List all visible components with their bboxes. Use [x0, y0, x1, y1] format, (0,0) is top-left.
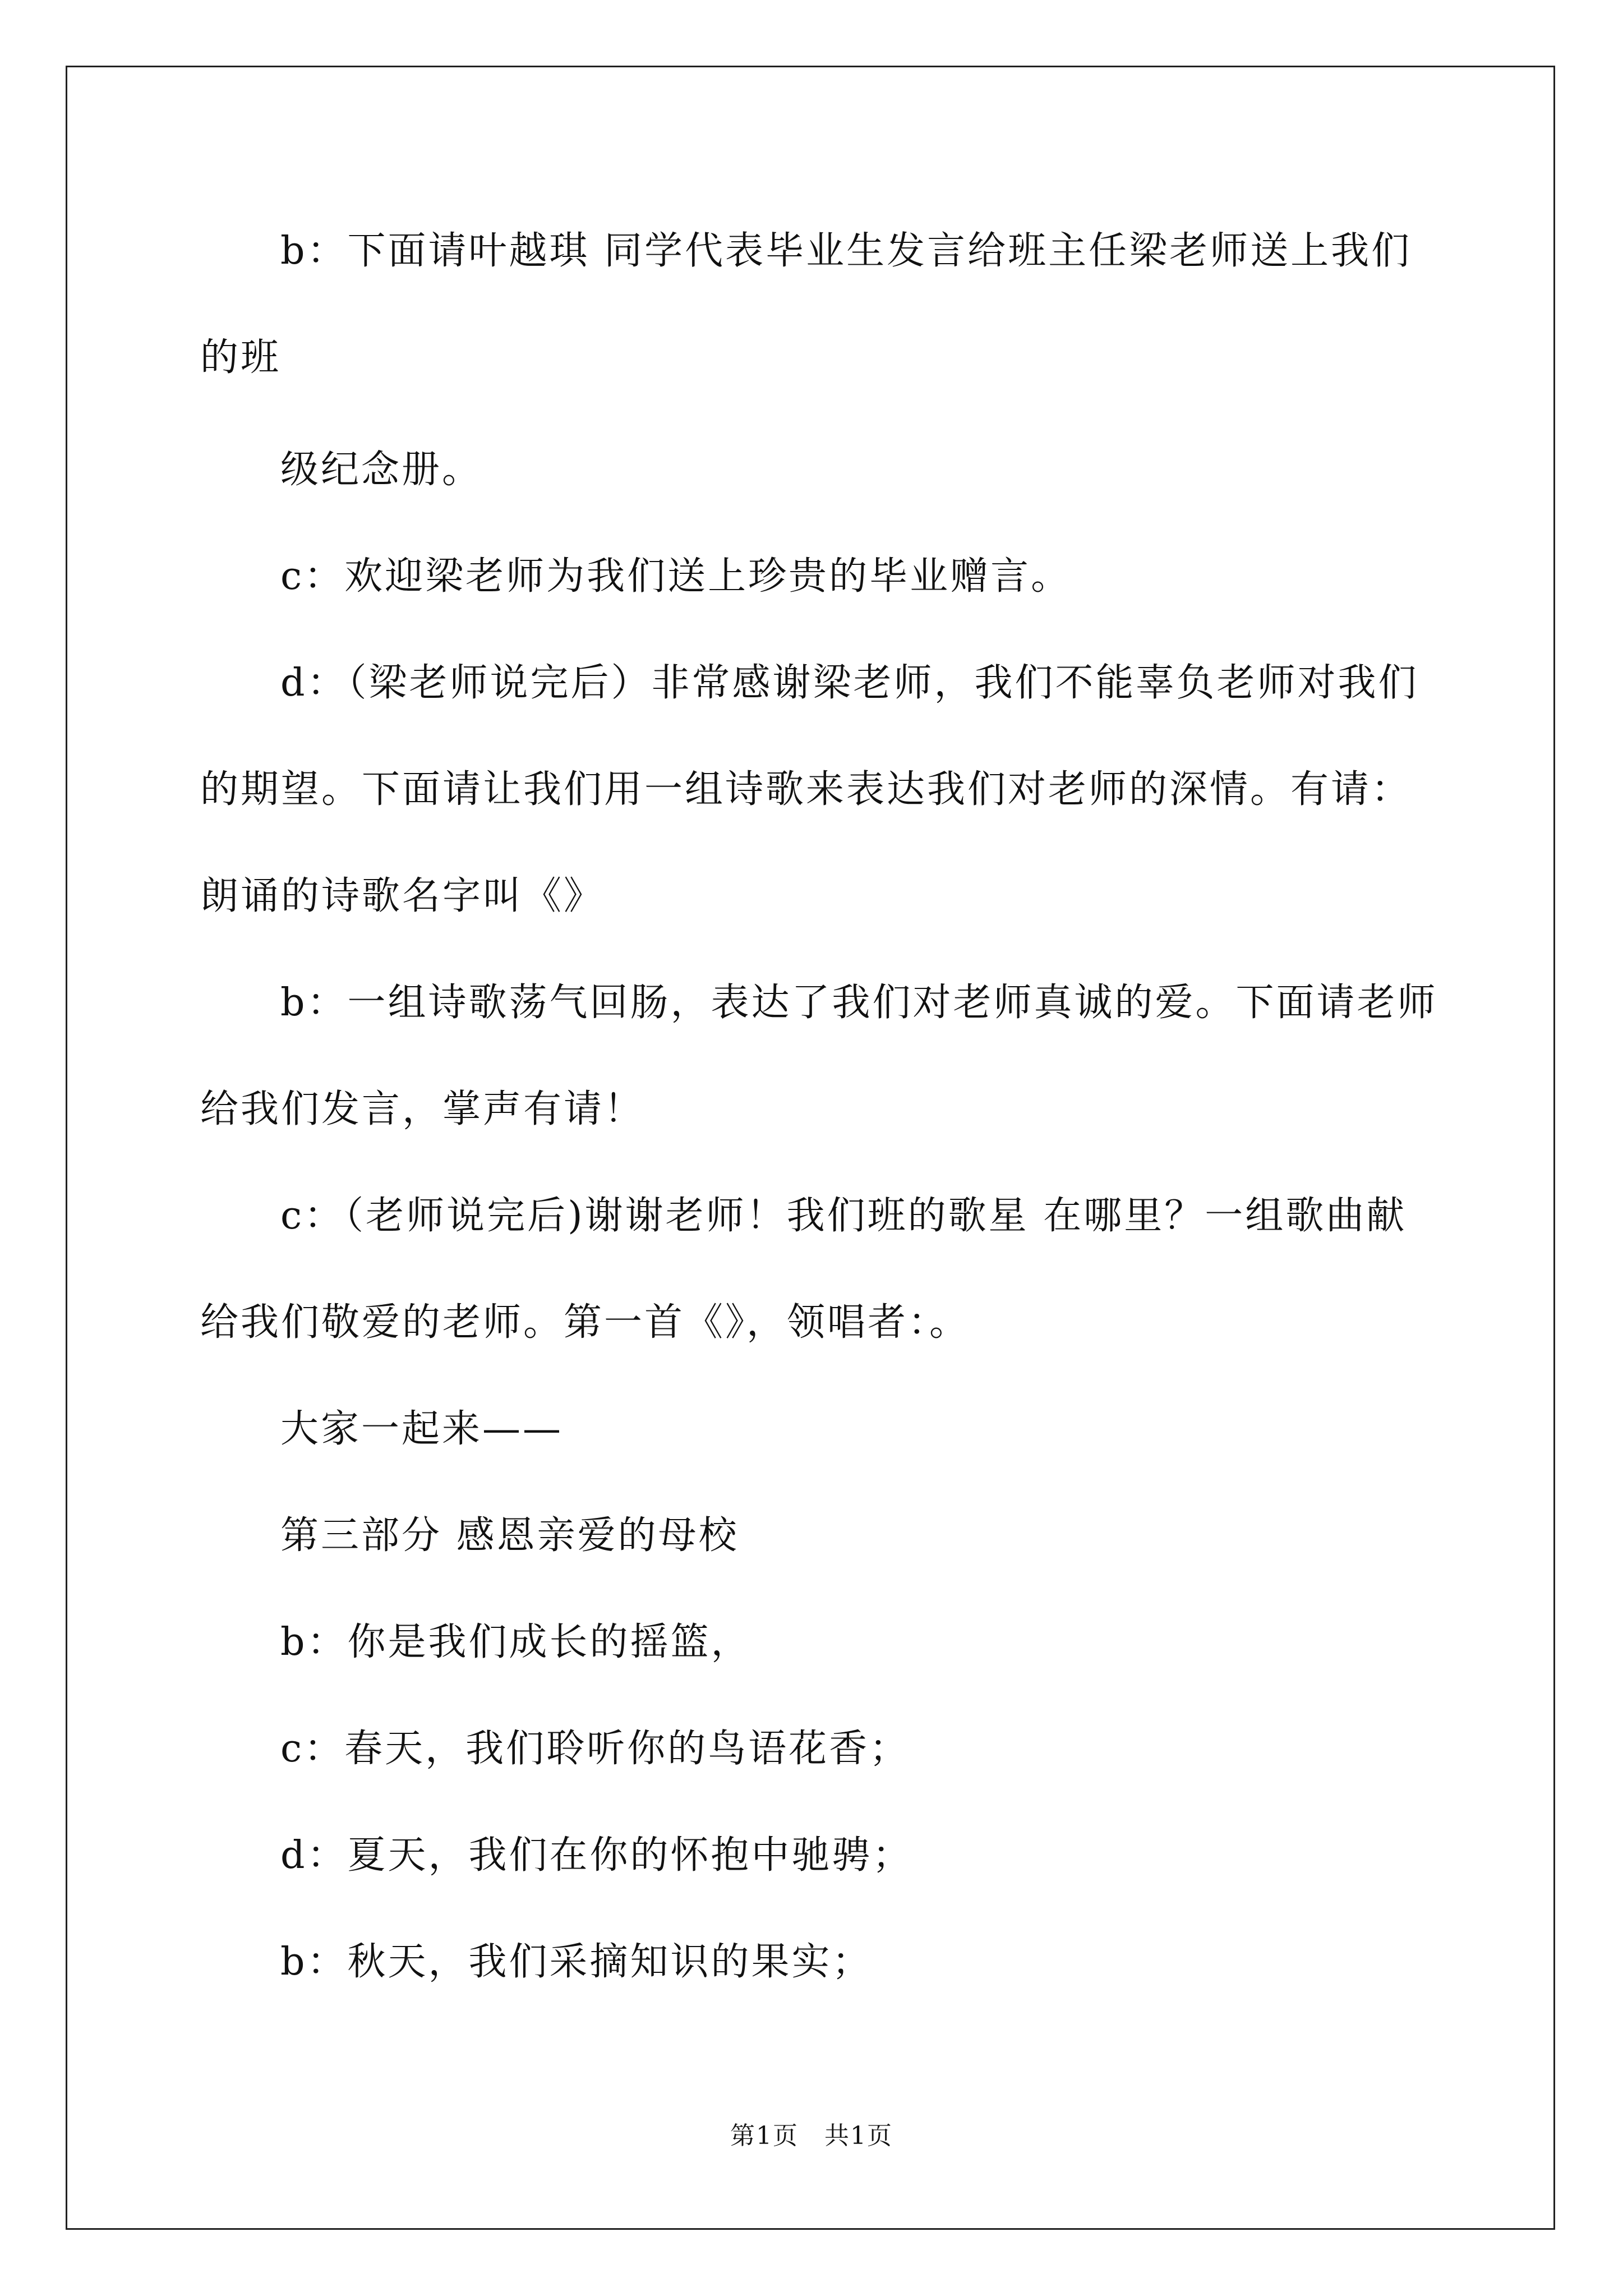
- paragraph-line: d：（梁老师说完后）非常感谢梁老师，我们不能辜负老师对我们: [280, 661, 1419, 705]
- paragraph-line: c：（老师说完后)谢谢老师！我们班的歌星 在哪里？一组歌曲献: [280, 1194, 1407, 1238]
- paragraph-line: c：欢迎梁老师为我们送上珍贵的毕业赠言。: [280, 554, 1072, 599]
- paragraph-line: 级纪念册。: [280, 448, 483, 492]
- section-heading: 第三部分 感恩亲爱的母校: [280, 1513, 739, 1558]
- paragraph-line: c：春天，我们聆听你的鸟语花香；: [280, 1727, 910, 1771]
- paragraph-line: b：秋天，我们采摘知识的果实；: [280, 1940, 873, 1984]
- paragraph-line: 朗诵的诗歌名字叫《》: [200, 874, 605, 918]
- page-footer: 第1页 共1页: [730, 2122, 893, 2150]
- paragraph-line: 给我们发言，掌声有请！: [200, 1087, 645, 1131]
- paragraph-line: b：下面请叶越琪 同学代表毕业生发言给班主任梁老师送上我们: [280, 229, 1412, 273]
- paragraph-line: b：一组诗歌荡气回肠，表达了我们对老师真诚的爱。下面请老师: [280, 981, 1438, 1025]
- paragraph-line: b：你是我们成长的摇篮，: [280, 1620, 751, 1664]
- paragraph-line: d：夏天，我们在你的怀抱中驰骋；: [280, 1833, 913, 1878]
- paragraph-line: 的班: [200, 335, 282, 380]
- paragraph-line: 给我们敬爱的老师。第一首《》，领唱者：。: [200, 1300, 970, 1345]
- paragraph-line: 大家一起来——: [280, 1407, 564, 1451]
- paragraph-line: 的期望。下面请让我们用一组诗歌来表达我们对老师的深情。有请：: [200, 767, 1412, 812]
